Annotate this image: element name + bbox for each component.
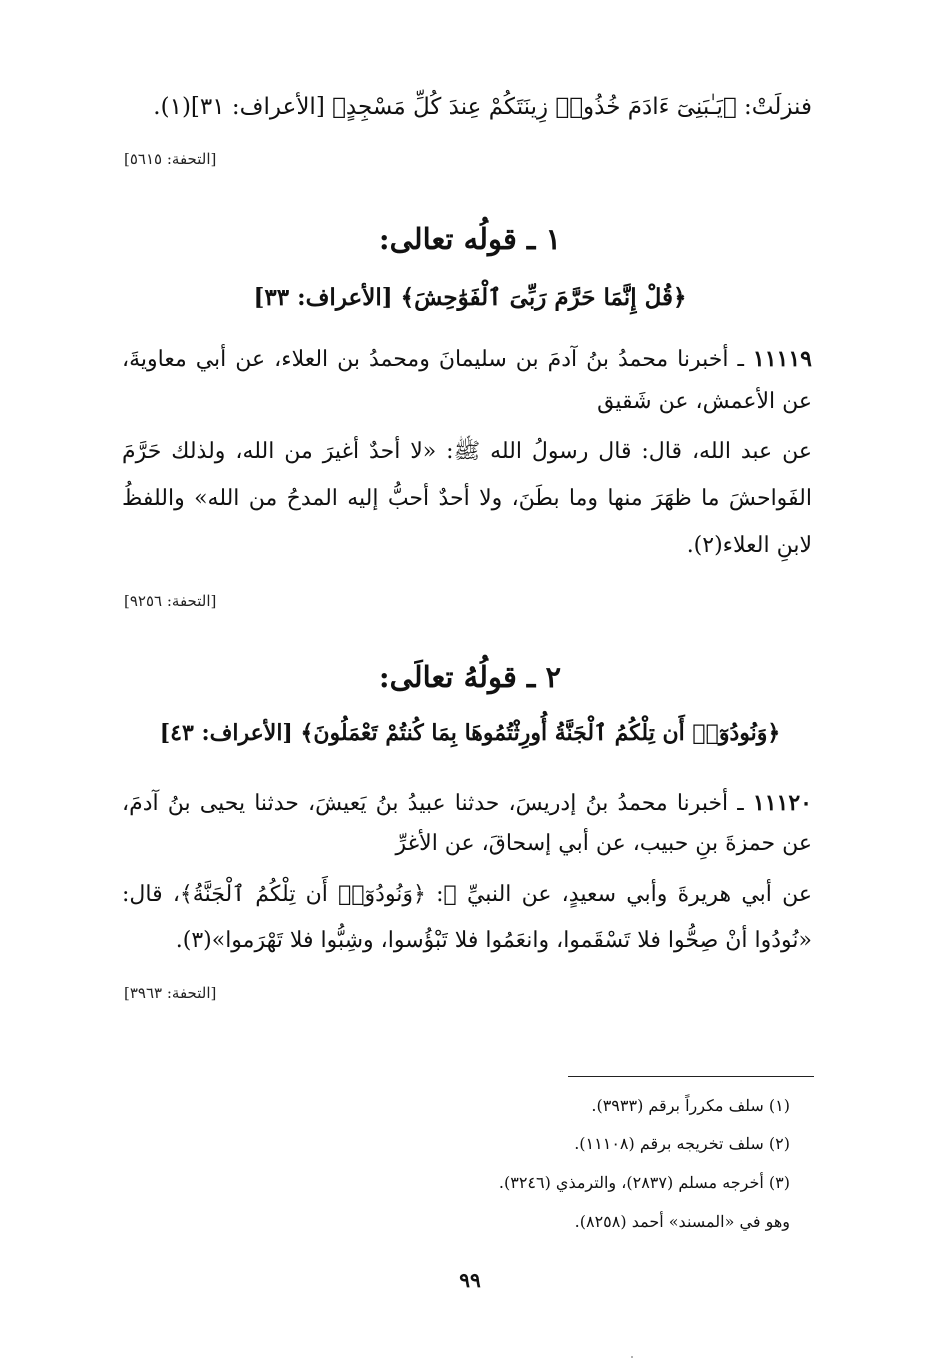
- tuhfa-reference: [التحفة: ٩٢٥٦]: [124, 592, 217, 610]
- section-heading: ٢ ـ قولُهُ تعالَى:: [378, 660, 562, 694]
- hadith-matn: عن عبد الله، قال: قال رسولُ الله ﷺ: «لا أحدٌ أغيرَ من الله، ولذلك حَرَّمَ الفَواحشَ ما ظهَرَ منها وما بطَنَ، ولا أحدٌ أحبُّ إليه المدحُ من الله» واللفظُ لابنِ العلاء(٢).: [122, 439, 812, 558]
- quran-verse: ﴿وَنُودُوٓا۟ أَن تِلْكُمُ ٱلْجَنَّةُ أُورِثْتُمُوهَا بِمَا كُنتُمْ تَعْمَلُونَ﴾ [الأعراف: ٤٣]: [159, 720, 781, 746]
- isnad-text: ـ أخبرنا محمدُ بنُ إدريسَ، حدثنا عبيدُ بنُ يَعيشَ، حدثنا يحيى بنُ آدمَ، عن حمزةَ بنِ حبيب، عن أبي إسحاقَ، عن الأغرِّ: [122, 791, 812, 856]
- footnote: (٢) سلف تخريجه برقم (١١١٠٨).: [574, 1134, 790, 1153]
- footnote: (١) سلف مكرراً برقم (٣٩٣٣).: [591, 1096, 790, 1115]
- hadith-isnad: [122, 783, 812, 864]
- tuhfa-reference: [التحفة: ٥٦١٥]: [124, 150, 217, 168]
- footnote: (٣) أخرجه مسلم (٢٨٣٧)، والترمذي (٣٢٤٦).: [498, 1173, 790, 1192]
- footnote-separator: [568, 1076, 814, 1077]
- scan-speck: [631, 1356, 633, 1358]
- isnad-text: ـ أخبرنا محمدُ بنُ آدمَ بن سليمانَ ومحمدُ بن العلاء، عن أبي معاويةَ، عن الأعمش، عن شَقيق: [122, 347, 812, 414]
- section-heading: ١ ـ قولُه تعالى:: [378, 222, 562, 256]
- tuhfa-reference: [التحفة: ٣٩٦٣]: [124, 984, 217, 1002]
- intro-line: فنزلَتْ: ﴿يَـٰبَنِىٓ ءَادَمَ خُذُوا۟ زِينَتَكُمْ عِندَ كُلِّ مَسْجِدٍ﴾ [الأعراف: ٣١](١).: [153, 94, 812, 120]
- hadith-matn: عن أبي هريرةَ وأبي سعيدٍ، عن النبيِّ ﷺ: ﴿وَنُودُوٓا۟ أَن تِلْكُمُ ٱلْجَنَّةُ﴾، قال: «نُودُوا أنْ صِحُّوا فلا تَسْقَموا، وانعَمُوا فلا تَبْؤُسوا، وشِبُّوا فلا تَهْرَموا»(٣).: [122, 882, 812, 953]
- quran-verse: ﴿قُلْ إِنَّمَا حَرَّمَ رَبِّىَ ٱلْفَوَٰحِشَ﴾ [الأعراف: ٣٣]: [253, 284, 687, 311]
- hadith-isnad: [122, 338, 812, 423]
- footnote: وهو في «المسند» أحمد (٨٢٥٨).: [574, 1212, 790, 1231]
- hadith-number: ١١١٢٠: [752, 790, 812, 816]
- hadith-number: ١١١١٩: [752, 346, 812, 372]
- page-number: ٩٩: [459, 1268, 481, 1292]
